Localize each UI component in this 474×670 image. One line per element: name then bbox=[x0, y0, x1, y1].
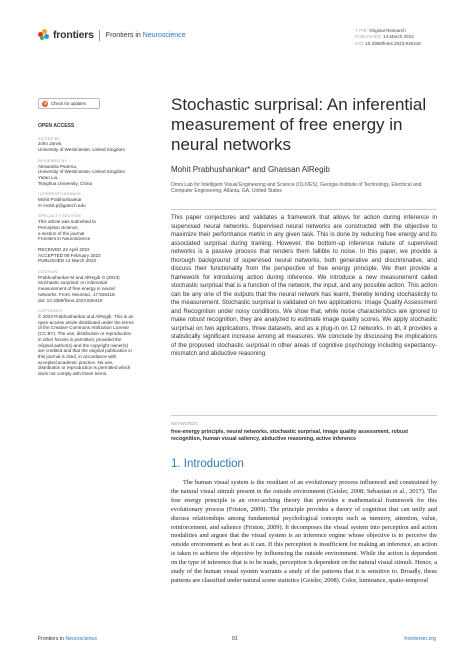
journal-prefix: Frontiers in bbox=[105, 31, 143, 39]
abstract-bottom-rule bbox=[171, 415, 437, 416]
update-badge-icon bbox=[42, 101, 48, 107]
sidebar-line: (CC BY). The use, distribution or reproduction bbox=[38, 331, 132, 337]
sidebar-section bbox=[38, 247, 148, 264]
sidebar-line: John Jarvis, bbox=[38, 141, 63, 147]
sidebar-line: Prabhushankar M and AlRegib G (2023) bbox=[38, 274, 120, 280]
sidebar-section-label: EDITED BY bbox=[38, 135, 61, 141]
sidebar-line: Alexandra Psarrou, bbox=[38, 163, 78, 169]
sidebar-section-label: REVIEWED BY bbox=[38, 157, 68, 163]
sidebar-line: networks. Front. Neurosci. 17:926418. bbox=[38, 291, 116, 297]
sidebar-line: open-access article distributed under the terms bbox=[38, 319, 134, 325]
sidebar-line: in other forums is permitted, provided the bbox=[38, 336, 122, 342]
sidebar-section-label: SPECIALTY SECTION bbox=[38, 213, 81, 219]
sidebar-line: original author(s) and the copyright owner(s) bbox=[38, 342, 129, 348]
sidebar-section bbox=[38, 308, 148, 376]
journal-name[interactable] bbox=[106, 32, 186, 39]
sidebar-section bbox=[38, 213, 148, 242]
article-meta bbox=[355, 28, 421, 47]
sidebar-line: ✉ mohit.p@gatech.edu bbox=[38, 202, 86, 208]
sidebar-line: accepted academic practice. No use, bbox=[38, 359, 114, 365]
brand-name[interactable]: frontiers bbox=[53, 29, 94, 41]
sidebar-line: of the Creative Commons Attribution License bbox=[38, 325, 129, 331]
frontiers-logo-icon bbox=[38, 29, 50, 41]
sidebar-line: © 2023 Prabhushankar and AlRegib. This is an bbox=[38, 313, 134, 319]
section-heading-introduction: 1. Introduction bbox=[171, 458, 244, 470]
header-divider bbox=[99, 30, 100, 41]
sidebar-line: distribution or reproduction is permitted which bbox=[38, 365, 131, 371]
journal-header bbox=[38, 28, 186, 42]
sidebar-line: University of Westminster, United Kingdom bbox=[38, 147, 125, 153]
sidebar-section-label: *CORRESPONDENCE bbox=[38, 191, 82, 197]
sidebar-line: a section of the journal bbox=[38, 230, 85, 236]
sidebar-line: Tsinghua University, China bbox=[38, 180, 93, 186]
check-updates-label: Check for updates bbox=[51, 101, 86, 106]
page-footer bbox=[38, 636, 436, 646]
abstract-text: This paper conjectures and validates a framework that allows for action during inference in supervised neural networks. Supervised neural networks are constructed with the objective to maximize their performance metric in any given task. This is done by reducing free energy and its associated surprisal during training. However, the bottom-up inference nature of supervised networks is a passive process that renders them fallible to noise. In this paper, we provide a thorough background of supervised neural networks, both generative and discriminative, and discuss their functionality from the perspective of free energy principle. We then provide a framework for introducing action during inference. We introduce a new measurement called stochastic surprisal that is a function of the network, the input, and any possible action. This action can be any one of the outputs that the neural network has learnt, thereby lending stochasticity to the measurement. Stochastic surprisal is validated on two applications: Image Quality Assessment and Recognition under noisy conditions. We show that, while noise characteristics are ignored to make robust recognition, they are analyzed to estimate image quality scores. We apply stochastic surprisal on two applications, three datasets, and as a plug-in on 12 networks. In all, it provides a statistically significant increase among all measures. We conclude by discussing the implications of the proposed stochastic surprisal in other areas of cognitive psychology including expectancy-mismatch and abductive reasoning. bbox=[171, 214, 437, 357]
introduction-paragraph: The human visual system is the resultant of an evolutionary process influenced and constrained by the natural visual stimuli present in the outside environment (Geisler, 2008; Sebastian et al., 2017). The free energy principle is an over-arching theory that provides a mathematical framework for this evolutionary process (Friston, 2009). The principle provides a theory of cognition that can unify and discuss relationships among fundamental psychological concepts such as memory, attention, value, reinforcement, and salience (Friston, 2009). It decomposes the visual system into perception and action modalities and argues that the visual system is an inference engine whose objective is to perceive the outside environment as best as it can. If this perception is insufficient for making an inference, an action is taken to achieve the objective by influencing the outside environment. While the action is dependent on the type of inference that is to be made, perception is dependent on the natural visual stimuli. Hence, a study of the human visual system warrants a study of the patterns that it is sensitive to. Broadly, these patterns are classified under natural scene statistics (Geisler, 2008). Color, luminance, spatio-temporal bbox=[171, 479, 437, 584]
page-number: 01 bbox=[232, 636, 238, 642]
open-access-label: OPEN ACCESS bbox=[38, 123, 75, 129]
check-for-updates-button[interactable] bbox=[38, 98, 100, 109]
sidebar-line: University of Westminster, United Kingdom bbox=[38, 169, 125, 175]
footer-site-link[interactable]: frontiersin.org bbox=[404, 636, 436, 642]
meta-type-label: TYPE bbox=[355, 28, 367, 33]
sidebar-section bbox=[38, 158, 148, 187]
sidebar-section-label: CITATION bbox=[38, 269, 58, 275]
article-authors: Mohit Prabhushankar* and Ghassan AlRegib bbox=[171, 165, 330, 174]
sidebar-line: measurement of free energy in neural bbox=[38, 286, 115, 292]
meta-doi-value[interactable]: 10.3389/fnins.2023.926418 bbox=[365, 40, 421, 46]
sidebar-line: ACCEPTED 09 February 2023 bbox=[38, 252, 101, 258]
meta-type-value: Original Research bbox=[369, 28, 406, 33]
sidebar-section bbox=[38, 269, 148, 303]
meta-doi-label: DOI bbox=[355, 40, 364, 46]
sidebar-line: Stochastic surprisal: An inferential bbox=[38, 280, 107, 286]
sidebar-line: are credited and that the original publication in bbox=[38, 348, 132, 354]
sidebar-line: This article was submitted to bbox=[38, 219, 96, 225]
article-title: Stochastic surprisal: An inferential measurement of free energy in neural networks bbox=[171, 95, 427, 154]
sidebar-line: Frontiers in Neuroscience bbox=[38, 236, 91, 242]
sidebar-line: this journal is cited, in accordance with bbox=[38, 353, 117, 359]
introduction-body bbox=[171, 479, 437, 586]
sidebar-line: doi: 10.3389/fnins.2023.926418 bbox=[38, 297, 103, 303]
meta-doi-row bbox=[355, 41, 421, 47]
sidebar-line: Mohit Prabhushankar bbox=[38, 197, 82, 203]
keywords-list: free-energy principle, neural networks, stochastic surprisal, image quality assessment, robust recognition, human visual saliency, abductive reasoning, active inference bbox=[171, 429, 408, 442]
keywords-label: KEYWORDS bbox=[171, 421, 198, 426]
sidebar-section bbox=[38, 136, 148, 153]
sidebar-line: does not comply with these terms. bbox=[38, 371, 108, 377]
footer-journal[interactable] bbox=[38, 636, 97, 642]
meta-published-value: 14 March 2023 bbox=[383, 34, 414, 40]
footer-journal-prefix: Frontiers in bbox=[38, 636, 66, 642]
sidebar-line: RECEIVED 22 April 2022 bbox=[38, 246, 90, 252]
sidebar-line: PUBLISHED 14 March 2023 bbox=[38, 258, 96, 264]
author-affiliation: Omni Lab for Intelligent Visual Engineering and Science (OLIVES), Georgia Institute of Technology, Electrical and Computer Engineering, Atlanta, GA, United States bbox=[171, 182, 422, 195]
article-sidebar bbox=[38, 124, 148, 382]
sidebar-section bbox=[38, 191, 148, 208]
meta-published-label: PUBLISHED bbox=[355, 34, 382, 40]
sidebar-line: Yutao Liu, bbox=[38, 174, 59, 180]
sidebar-section-label: COPYRIGHT bbox=[38, 308, 63, 314]
footer-journal-name: Neuroscience bbox=[65, 636, 98, 642]
abstract-top-rule bbox=[171, 209, 437, 210]
sidebar-line: Perception Science, bbox=[38, 224, 79, 230]
journal-title: Neuroscience bbox=[142, 31, 186, 39]
